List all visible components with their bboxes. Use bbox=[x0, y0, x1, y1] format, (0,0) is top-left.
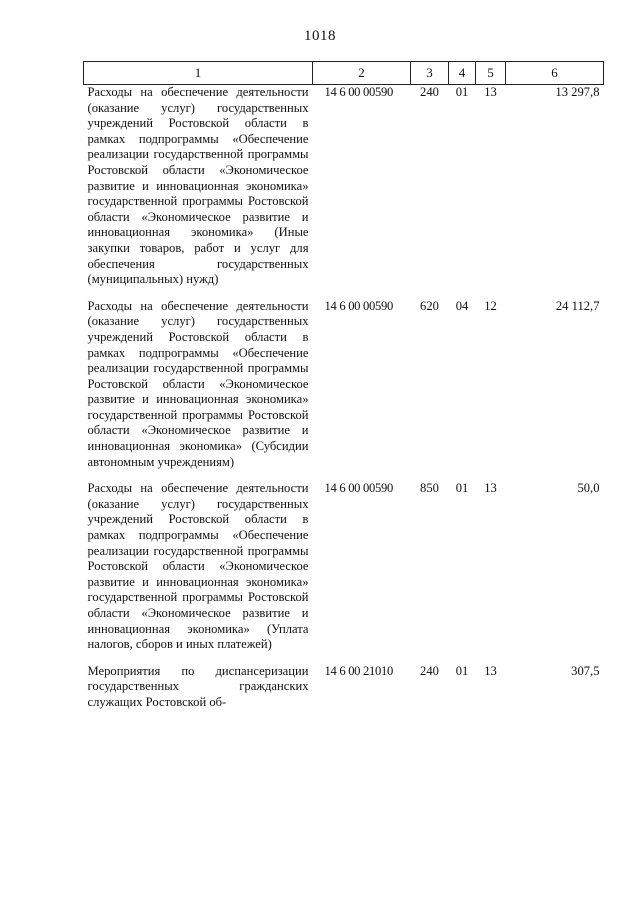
budget-table bbox=[83, 61, 604, 722]
row-target-code: 14 6 00 00590 bbox=[324, 85, 394, 99]
row-expense-type: 620 bbox=[420, 298, 439, 313]
row-subsection: 12 bbox=[484, 298, 497, 313]
row-amount: 24 112,7 bbox=[555, 298, 600, 313]
row-section: 01 bbox=[455, 663, 469, 678]
row-subsection: 13 bbox=[484, 85, 497, 99]
row-amount: 307,5 bbox=[571, 663, 600, 678]
header-row bbox=[84, 62, 604, 85]
table-row bbox=[84, 664, 604, 722]
table-header bbox=[84, 62, 604, 85]
row-description: Расходы на обеспечение деятельности (оказание услуг) государственных учреждений Ростовской области в рамках подпрограммы «Обеспечение реализации государственной программы Ростовской области «Экономическое развитие и инновационная экономика» государственной программы Ростовской области «Экономическое развитие и инновационная экономика» (Уплата налогов, сборов и иных платежей) bbox=[87, 481, 309, 652]
row-expense-type: 240 bbox=[420, 85, 439, 99]
row-subsection: 13 bbox=[484, 663, 497, 678]
table-row bbox=[84, 85, 604, 299]
row-target-code: 14 6 00 21010 bbox=[324, 663, 394, 678]
header-col-5: 5 bbox=[476, 62, 506, 85]
table-row bbox=[84, 481, 604, 664]
table-row bbox=[84, 299, 604, 482]
row-target-code: 14 6 00 00590 bbox=[324, 298, 394, 313]
row-expense-type: 240 bbox=[420, 663, 439, 678]
table-body bbox=[84, 85, 604, 722]
page-number: 1018 bbox=[304, 28, 336, 44]
header-col-2: 2 bbox=[313, 62, 411, 85]
row-target-code: 14 6 00 00590 bbox=[324, 481, 394, 496]
header-col-3: 3 bbox=[411, 62, 449, 85]
row-amount: 13 297,8 bbox=[555, 85, 600, 99]
header-col-1: 1 bbox=[84, 62, 313, 85]
row-description: Расходы на обеспечение деятельности (оказание услуг) государственных учреждений Ростовской области в рамках подпрограммы «Обеспечение реализации государственной программы Ростовской области «Экономическое развитие и инновационная экономика» государственной программы Ростовской области «Экономическое развитие и инновационная экономика» (Субсидии автономным учреждениям) bbox=[87, 298, 309, 469]
row-section: 01 bbox=[455, 481, 469, 496]
row-amount: 50,0 bbox=[577, 481, 600, 496]
header-col-4: 4 bbox=[449, 62, 476, 85]
row-description: Мероприятия по диспансеризации государственных гражданских служащих Ростовской об- bbox=[87, 663, 309, 709]
row-expense-type: 850 bbox=[420, 481, 439, 496]
row-description: Расходы на обеспечение деятельности (оказание услуг) государственных учреждений Ростовской области в рамках подпрограммы «Обеспечение реализации государственной программы Ростовской области «Экономическое развитие и инновационная экономика» государственной программы Ростовской области «Экономическое развитие и инновационная экономика» (Иные закупки товаров, работ и услуг для обеспечения государственных (муниципальных) нужд) bbox=[87, 85, 309, 287]
header-col-6: 6 bbox=[506, 62, 604, 85]
row-section: 04 bbox=[455, 298, 469, 313]
row-subsection: 13 bbox=[484, 481, 497, 496]
row-section: 01 bbox=[455, 85, 469, 99]
